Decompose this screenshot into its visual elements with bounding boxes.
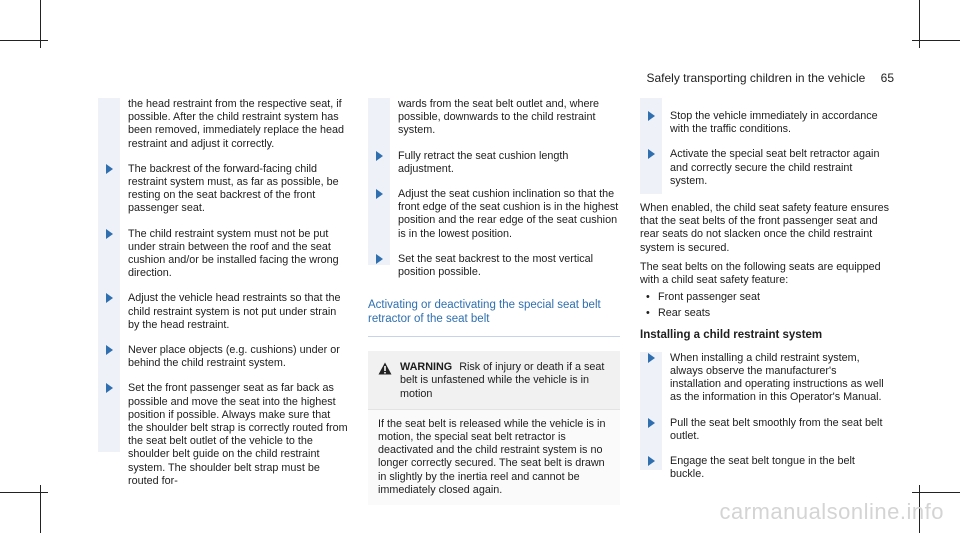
arrow-right-icon (648, 111, 655, 121)
column-1-intro: the head restraint from the respective seat, if possible. After the child restraint system has been removed, immediately replace the head restraint and adjust it correctly. (128, 98, 345, 150)
warning-label: WARNING (400, 361, 453, 374)
warning-heading (400, 361, 610, 401)
column-2 (368, 98, 620, 505)
arrow-right-icon (648, 353, 655, 363)
subheading: Installing a child restraint system (640, 328, 823, 341)
crop-mark (912, 492, 960, 493)
step-item: Set the seat backrest to the most vertical position possible. (368, 253, 620, 279)
warning-head-text: Risk of injury or death if a seat belt is unfastened while the vehicle is in motion (400, 361, 605, 400)
header-title: Safely transporting children in the vehicle (646, 71, 866, 85)
column-3 (640, 98, 890, 493)
step-item: Set the front passenger seat as far back as possible and move the seat into the highest position if possible. Always make sure that the shoulder belt strap is correctly routed from the seat belt outlet of the vehicle to the shoulder belt guide on the child restraint system. The shoulder belt strap must be routed for- (98, 382, 348, 488)
arrow-right-icon (106, 345, 113, 355)
step-item: Never place objects (e.g. cushions) under or behind the child restraint system. (98, 344, 348, 370)
step-item: The child restraint system must not be put under strain between the roof and the seat cushion and/or be installed facing the wrong direction. (98, 228, 348, 281)
step-item: Activate the special seat belt retractor again and correctly secure the child restraint system. (640, 148, 890, 188)
paragraph: When enabled, the child seat safety feature ensures that the seat belts of the front passenger seat and rear seats do not slacken once the child restraint system is secured. (640, 202, 890, 254)
list-item: • Front passenger seat (646, 291, 890, 304)
step-item: Adjust the seat cushion inclination so that the front edge of the seat cushion is in the highest position and the rear edge of the seat cushion is in the lowest position. (368, 188, 620, 241)
arrow-right-icon (376, 189, 383, 199)
arrow-right-icon (648, 418, 655, 428)
list-item: • Rear seats (646, 307, 890, 320)
warning-header (378, 361, 610, 401)
crop-mark (912, 40, 960, 41)
section-title: Activating or deactivating the special seat belt retractor of the seat belt (368, 299, 620, 337)
arrow-right-icon (376, 151, 383, 161)
column-1 (98, 98, 348, 500)
paragraph: The seat belts on the following seats are equipped with a child seat safety feature: (640, 260, 881, 287)
warning-box (368, 351, 620, 505)
arrow-right-icon (648, 149, 655, 159)
warning-triangle-icon (378, 362, 392, 375)
page-number: 65 (880, 71, 894, 85)
step-item: Fully retract the seat cushion length adjustment. (368, 150, 620, 176)
arrow-right-icon (376, 254, 383, 264)
column-3-steps (640, 352, 890, 482)
step-item: Engage the seat belt tongue in the belt buckle. (640, 455, 890, 481)
crop-mark (0, 40, 48, 41)
column-2-intro: wards from the seat belt outlet and, where possible, downwards to the child restraint system. (398, 98, 600, 137)
column-3-text (640, 202, 890, 342)
step-item: Adjust the vehicle head restraints so that the child restraint system is not put under strain by the head restraint. (98, 292, 348, 332)
arrow-right-icon (106, 293, 113, 303)
arrow-right-icon (106, 229, 113, 239)
arrow-right-icon (106, 164, 113, 174)
arrow-right-icon (106, 383, 113, 393)
step-item: Stop the vehicle immediately in accordance with the traffic conditions. (640, 110, 890, 136)
arrow-right-icon (648, 456, 655, 466)
step-item: The backrest of the forward-facing child restraint system must, as far as possible, be resting on the seat backrest of the front passenger seat. (98, 163, 348, 216)
crop-mark (0, 492, 48, 493)
watermark: carmanualsonline.info (719, 499, 944, 524)
warning-body: If the seat belt is released while the vehicle is in motion, the special seat belt retractor is deactivated and the child restraint system is no longer correctly secured. The seat belt is drawn in slightly by the inertia reel and cannot be immediately closed again. (368, 409, 620, 505)
page-header (647, 71, 895, 85)
step-item: When installing a child restraint system, always observe the manufacturer's installation and operating instructions as well as the information in this Operator's Manual. (640, 352, 890, 405)
step-item: Pull the seat belt smoothly from the seat belt outlet. (640, 417, 890, 443)
